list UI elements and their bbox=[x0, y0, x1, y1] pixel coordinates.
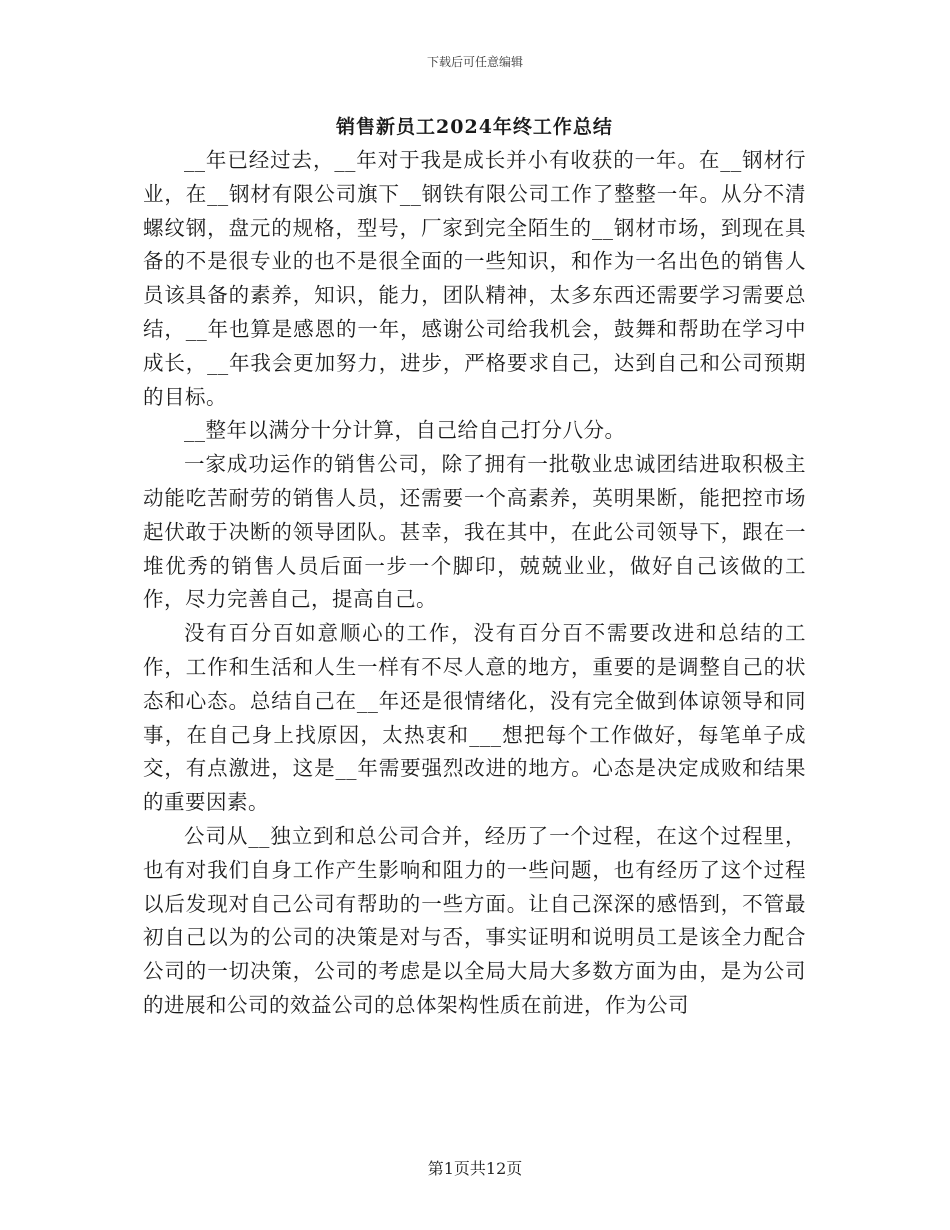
document-body bbox=[143, 112, 806, 1023]
paragraph-3: 一家成功运作的销售公司，除了拥有一批敬业忠诚团结进取积极主动能吃苦耐劳的销售人员，还需要一个高素养，英明果断，能把控市场起伏敢于决断的领导团队。甚幸，我在其中，在此公司领导下，跟在一堆优秀的销售人员后面一步一个脚印，兢兢业业，做好自己该做的工作，尽力完善自己，提高自己。 bbox=[143, 452, 806, 612]
page-number-footer: 第1页共12页 bbox=[427, 1159, 523, 1178]
document-title: 销售新员工2024年终工作总结 bbox=[336, 116, 613, 138]
page-header-note: 下载后可任意编辑 bbox=[426, 55, 523, 69]
paragraph-5: 公司从__独立到和总公司合并，经历了一个过程，在这个过程里，也有对我们自身工作产生影响和阻力的一些问题，也有经历了这个过程以后发现对自己公司有帮助的一些方面。让自己深深的感悟到，不管最初自己以为的公司的决策是对与否，事实证明和说明员工是该全力配合公司的一切决策，公司的考虑是以全局大局大多数方面为由，是为公司的进展和公司的效益公司的总体架构性质在前进，作为公司 bbox=[143, 823, 806, 1017]
paragraph-2: __整年以满分十分计算，自己给自己打分八分。 bbox=[184, 418, 626, 443]
paragraph-4: 没有百分百如意顺心的工作，没有百分百不需要改进和总结的工作，工作和生活和人生一样有不尽人意的地方，重要的是调整自己的状态和心态。总结自己在__年还是很情绪化，没有完全做到体谅领导和同事，在自己身上找原因，太热衷和___想把每个工作做好，每笔单子成交，有点激进，这是__年需要强烈改进的地方。心态是决定成败和结果的重要因素。 bbox=[143, 621, 806, 815]
paragraph-1: __年已经过去，__年对于我是成长并小有收获的一年。在__钢材行业，在__钢材有限公司旗下__钢铁有限公司工作了整整一年。从分不清螺纹钢，盘元的规格，型号，厂家到完全陌生的__钢材市场，到现在具备的不是很专业的也不是很全面的一些知识，和作为一名出色的销售人员该具备的素养，知识，能力，团队精神，太多东西还需要学习需要总结，__年也算是感恩的一年，感谢公司给我机会，鼓舞和帮助在学习中成长，__年我会更加努力，进步，严格要求自己，达到自己和公司预期的目标。 bbox=[143, 148, 806, 409]
